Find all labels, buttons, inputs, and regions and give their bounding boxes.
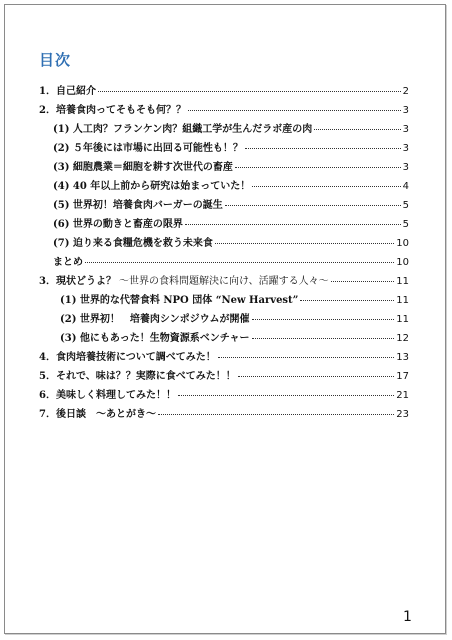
- toc-entry[interactable]: [53, 237, 409, 250]
- toc-entry[interactable]: [39, 275, 409, 288]
- toc-entry-label: (3) 細胞農業＝細胞を耕す次世代の畜産: [53, 162, 233, 173]
- toc-entry-label: (3) 他にもあった！生物資源系ベンチャー: [60, 333, 250, 344]
- toc-entry-page: 3: [402, 124, 409, 135]
- toc-entry-page: 12: [396, 333, 409, 344]
- toc-entry-page: 11: [396, 295, 409, 306]
- toc-leader: [252, 319, 395, 320]
- toc-entry-label: 2．培養食肉ってそもそも何？？: [39, 105, 186, 116]
- toc-entry-page: 17: [396, 371, 409, 382]
- toc-entry[interactable]: [53, 161, 409, 174]
- toc-leader: [188, 110, 401, 111]
- toc-entry[interactable]: [60, 313, 409, 326]
- toc-leader: [178, 395, 394, 396]
- toc-title: 目次: [39, 51, 72, 69]
- toc-entry-page: 23: [396, 409, 409, 420]
- toc-entry-page: 2: [402, 86, 409, 97]
- toc-leader: [85, 262, 394, 263]
- toc-entry[interactable]: [39, 351, 409, 364]
- toc-entry-page: 11: [396, 314, 409, 325]
- toc-leader: [331, 281, 395, 282]
- toc-entry[interactable]: [39, 389, 409, 402]
- toc-entry-page: 3: [402, 105, 409, 116]
- toc-entry-page: 5: [402, 219, 409, 230]
- toc-leader: [314, 129, 400, 130]
- toc-entry-label: 1．自己紹介: [39, 86, 96, 97]
- toc-leader: [185, 224, 401, 225]
- toc-entry-label: 5．それで、味は？？実際に食べてみた！！: [39, 371, 236, 382]
- toc-entry[interactable]: [53, 218, 409, 231]
- toc-entry[interactable]: [39, 370, 409, 383]
- toc-entry-label: (2) 世界初！ 培養肉シンポジウムが開催: [60, 314, 250, 325]
- toc-entry[interactable]: [53, 180, 409, 193]
- toc-entry-label: (7) 迫り来る食糧危機を救う未来食: [53, 238, 213, 249]
- toc-entry[interactable]: [60, 294, 409, 307]
- toc-entry[interactable]: [60, 332, 409, 345]
- toc-entry-label: (2) ５年後には市場に出回る可能性も！？: [53, 143, 243, 154]
- toc-entry-label: まとめ: [53, 257, 83, 268]
- toc-entry-subtitle: ～世界の食料問題解決に向け、活躍する人々～: [118, 276, 329, 287]
- toc-entry[interactable]: [53, 142, 409, 155]
- toc-leader: [245, 148, 401, 149]
- toc-entry-label: 4．食肉培養技術について調べてみた！: [39, 352, 216, 363]
- toc-entry-page: 13: [396, 352, 409, 363]
- toc-entry[interactable]: [53, 123, 409, 136]
- toc-entry[interactable]: [39, 85, 409, 98]
- toc-entry-page: 11: [396, 276, 409, 287]
- toc-entry-label: (1) 人工肉？フランケン肉？組織工学が生んだラボ産の肉: [53, 124, 313, 135]
- toc-entry-page: 3: [402, 143, 409, 154]
- toc-leader: [252, 338, 395, 339]
- toc-entry-label: 7．後日談 ～あとがき～: [39, 409, 156, 420]
- toc-entry-label: (6) 世界の動きと畜産の限界: [53, 219, 183, 230]
- toc-leader: [238, 376, 395, 377]
- toc-entry-page: 10: [396, 257, 409, 268]
- toc-entry-label: 3．現状どうよ？: [39, 276, 116, 287]
- toc-entry[interactable]: [53, 256, 409, 269]
- toc-entry[interactable]: [39, 104, 409, 117]
- toc-leader: [225, 205, 401, 206]
- toc-leader: [158, 414, 394, 415]
- toc-entry-page: 10: [396, 238, 409, 249]
- toc-entry-label: (4) 40 年以上前から研究は始まっていた！: [53, 181, 251, 192]
- toc-leader: [235, 167, 401, 168]
- toc-entry-page: 5: [402, 200, 409, 211]
- toc-entry-page: 21: [396, 390, 409, 401]
- toc-entry[interactable]: [39, 408, 409, 421]
- toc-leader: [215, 243, 394, 244]
- toc-leader: [300, 300, 394, 301]
- toc-leader: [218, 357, 395, 358]
- toc-entry[interactable]: [53, 199, 409, 212]
- toc-entry-label: (1) 世界的な代替食料 NPO 団体 “New Harvest”: [60, 295, 299, 306]
- page-number: 1: [403, 609, 412, 625]
- toc-leader: [252, 186, 400, 187]
- toc-entry-label: (5) 世界初！培養食肉バーガーの誕生: [53, 200, 223, 211]
- toc-leader: [98, 91, 401, 92]
- toc-entry-page: 4: [402, 181, 409, 192]
- toc-entry-page: 3: [402, 162, 409, 173]
- toc-entry-label: 6．美味しく料理してみた！！: [39, 390, 176, 401]
- document-page: [4, 4, 446, 634]
